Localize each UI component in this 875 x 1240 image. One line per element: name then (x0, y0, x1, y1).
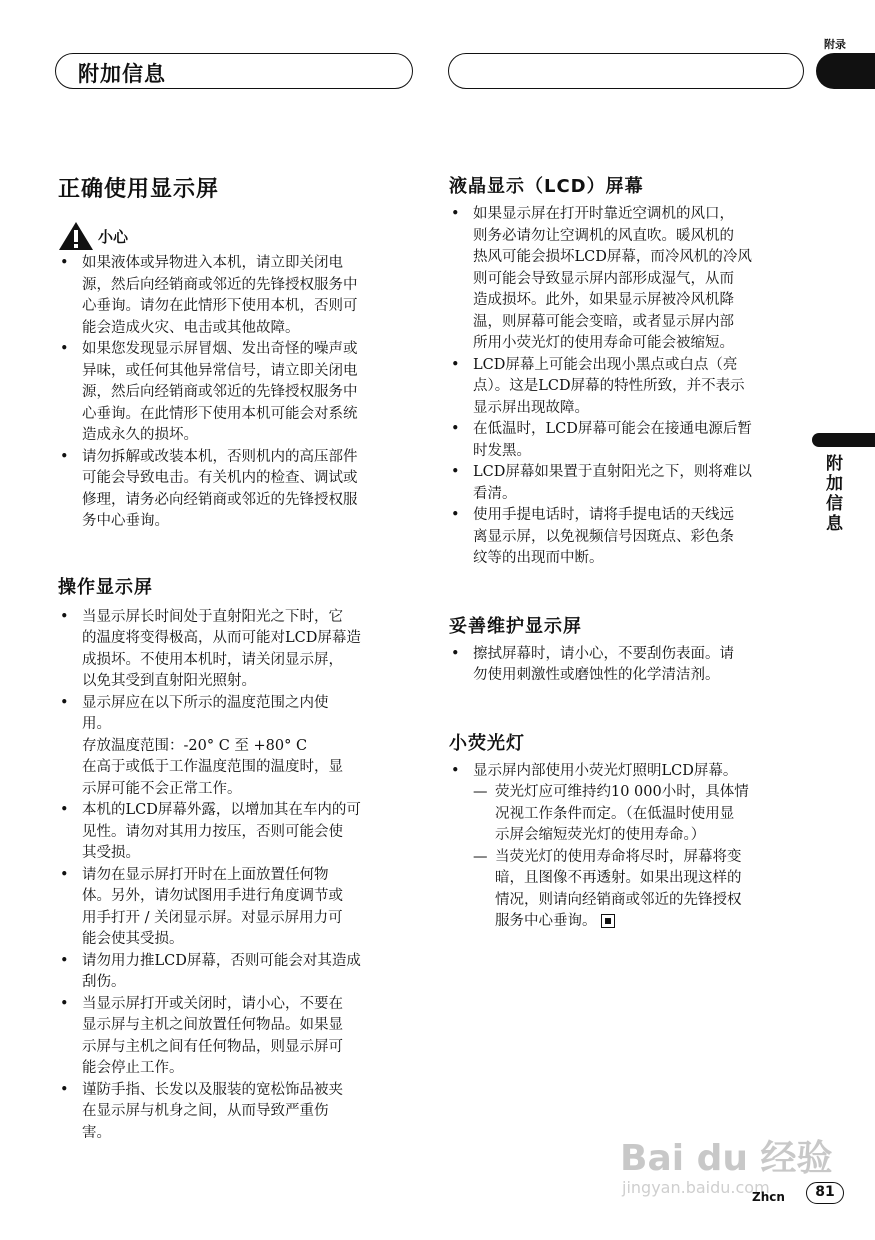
list-item (449, 761, 809, 783)
list-item-line: 如果您发现显示屏冒烟、发出奇怪的噪声或 (82, 341, 358, 357)
list-item-line: LCD屏幕如果置于直射阳光之下，则将难以 (473, 464, 752, 480)
bullet: • (451, 421, 460, 437)
list-item (58, 994, 418, 1080)
list-item-line: 修理，请务必向经销商或邻近的先锋授权服 (82, 491, 358, 508)
bullet: • (60, 1081, 69, 1098)
sub-list-line: 暗，且图像不再透射。如果出现这样的 (495, 870, 742, 886)
list-item-line: 的温度将变得极高，从而可能对LCD屏幕造 (82, 630, 361, 646)
list-item-line: 则务必请勿让空调机的风直吹。暖风机的 (473, 227, 734, 244)
list-item-line: 用手打开 / 关闭显示屏。对显示屏用力可 (82, 909, 343, 926)
list-item-line: 在高于或低于工作温度范围的温度时，显 (82, 759, 343, 775)
bullet: • (60, 802, 69, 818)
list-item-line: 勿使用刺激性或磨蚀性的化学清洁剂。 (473, 667, 720, 683)
list-item-line: 成损坏。不使用本机时，请关闭显示屏， (82, 651, 343, 668)
list-item-line: 显示屏应在以下所示的温度范围之内使 (82, 694, 329, 711)
bullet: • (451, 645, 460, 662)
section-title-operation: 操作显示屏 (58, 576, 153, 598)
caution-label: 小心 (98, 227, 129, 246)
bullet: • (451, 507, 460, 523)
bullet: • (60, 694, 69, 711)
list-item (58, 607, 418, 693)
sub-list-line: 示屏会缩短荧光灯的使用寿命。） (495, 827, 706, 843)
section-title-maintenance: 妥善维护显示屏 (449, 615, 582, 637)
bullet: • (451, 464, 460, 480)
bullet: • (451, 206, 460, 222)
bullet: • (60, 341, 69, 357)
list-item-line: 能会造成火灾、电击或其他故障。 (82, 319, 300, 336)
caution-heading (58, 221, 418, 251)
list-item-line: 造成损坏。此外，如果显示屏被冷风机降 (473, 292, 734, 308)
operation-list (58, 607, 418, 1145)
bullet: • (60, 995, 69, 1012)
list-item (58, 693, 418, 801)
side-tab-marker (812, 433, 875, 447)
list-item (58, 951, 418, 994)
dash: — (473, 848, 488, 865)
section-title-lcd: 液晶显示（LCD）屏幕 (449, 176, 644, 197)
left-column (58, 172, 418, 1144)
list-item-line: 显示屏出现故障。 (473, 399, 589, 416)
list-item-line: 源，然后向经销商或邻近的先锋授权服务中 (82, 276, 358, 293)
list-item (449, 204, 809, 355)
sub-list-line: 荧光灯应可维持约10 000小时，具体情 (495, 784, 749, 800)
list-item-line: 可能会导致电击。有关机内的检查、调试或 (82, 470, 358, 486)
sub-list-line (495, 911, 809, 933)
list-item-line: 心垂询。在此情形下使用本机可能会对系统 (82, 405, 358, 422)
bullet: • (60, 255, 69, 271)
list-item-line: 请勿在显示屏打开时在上面放置任何物 (82, 866, 329, 883)
bullet: • (60, 608, 69, 625)
list-item (58, 865, 418, 951)
list-item-line: 见性。请勿对其用力按压，否则可能会使 (82, 823, 343, 840)
list-item-line: 在显示屏与机身之间，从而导致严重伤 (82, 1103, 329, 1119)
header-blank-pill (448, 53, 804, 89)
list-item-line: 用。 (82, 716, 111, 732)
proper-use-list (58, 253, 418, 533)
list-item (58, 1080, 418, 1145)
list-item-line: 存放温度范围：-20° C 至 +80° C (82, 737, 308, 754)
list-item-line: 擦拭屏幕时，请小心，不要刮伤表面。请 (473, 645, 734, 662)
list-item-line: 异味，或任何其他异常信号，请立即关闭电 (82, 362, 358, 379)
bullet: • (451, 762, 460, 779)
right-column (449, 172, 809, 933)
list-item-line: 能会使其受损。 (82, 931, 184, 947)
section-title-fluorescent: 小荧光灯 (449, 732, 525, 754)
list-item-line: 本机的LCD屏幕外露，以增加其在车内的可 (82, 802, 361, 818)
list-item (449, 355, 809, 420)
bullet: • (60, 866, 69, 883)
lcd-list (449, 204, 809, 570)
list-item-line: 请勿拆解或改装本机，否则机内的高压部件 (82, 448, 358, 465)
appendix-tag: 附录 (824, 38, 846, 51)
list-item-line: 体。另外，请勿试图用手进行角度调节或 (82, 888, 343, 904)
list-item-line: 如果显示屏在打开时靠近空调机的风口， (473, 206, 734, 222)
list-item-line: 所用小荧光灯的使用寿命可能会被缩短。 (473, 335, 734, 351)
language-code: Zhcn (752, 1190, 785, 1204)
sub-list-line: 当荧光灯的使用寿命将尽时，屏幕将变 (495, 848, 742, 865)
warning-triangle-icon (58, 221, 94, 251)
maintenance-list (449, 644, 809, 687)
list-item-line: 时发黑。 (473, 442, 531, 459)
page-number: 81 (806, 1182, 844, 1204)
end-mark-icon (601, 914, 615, 928)
list-item-line: 使用手提电话时，请将手提电话的天线远 (473, 507, 734, 523)
list-item-line: 温，则屏幕可能会变暗，或者显示屏内部 (473, 313, 734, 330)
list-item-line: 热风可能会损坏LCD屏幕，而冷风机的冷风 (473, 249, 752, 265)
list-item-line: 当显示屏打开或关闭时，请小心，不要在 (82, 995, 343, 1012)
list-item (58, 339, 418, 447)
list-item-line: 谨防手指、长发以及服装的宽松饰品被夹 (82, 1081, 343, 1098)
list-item-line: 看清。 (473, 485, 517, 502)
list-item-line: 显示屏与主机之间放置任何物品。如果显 (82, 1017, 343, 1033)
sub-list-line: 情况，则请向经销商或邻近的先锋授权 (495, 891, 742, 908)
list-item (449, 644, 809, 687)
list-item-line: 以免其受到直射阳光照射。 (82, 673, 256, 689)
dash: — (473, 784, 488, 800)
list-item-line: 造成永久的损坏。 (82, 427, 198, 443)
fluorescent-sub-list (449, 782, 809, 933)
sub-list-line-text: 服务中心垂询。 (495, 913, 597, 929)
list-item-line: 心垂询。请勿在此情形下使用本机，否则可 (82, 298, 358, 314)
list-item-line: 务中心垂询。 (82, 513, 169, 529)
list-item-text: 显示屏内部使用小荧光灯照明LCD屏幕。 (473, 762, 738, 779)
section-title-proper-use: 正确使用显示屏 (58, 177, 220, 202)
list-item-line: 离显示屏，以免视频信号因斑点、彩色条 (473, 528, 734, 545)
list-item-line: 源，然后向经销商或邻近的先锋授权服务中 (82, 384, 358, 400)
bullet: • (60, 448, 69, 465)
list-item-line: 如果液体或异物进入本机，请立即关闭电 (82, 255, 343, 271)
sub-list-item (473, 782, 809, 847)
bullet: • (451, 356, 460, 373)
page-header-title: 附加信息 (78, 62, 166, 86)
list-item (58, 253, 418, 339)
list-item-line: 其受损。 (82, 845, 140, 861)
list-item-line: 刮伤。 (82, 974, 126, 990)
list-item (449, 419, 809, 462)
list-item-line: 示屏可能不会正常工作。 (82, 780, 242, 797)
appendix-tab-marker (816, 53, 875, 89)
side-section-label: 附加信息 (826, 454, 843, 534)
list-item (58, 800, 418, 865)
list-item-line: 请勿用力推LCD屏幕，否则可能会对其造成 (82, 952, 361, 969)
sub-list-item (473, 847, 809, 933)
list-item-line: 示屏与主机之间有任何物品，则显示屏可 (82, 1038, 343, 1055)
list-item (449, 505, 809, 570)
list-item-line: 在低温时，LCD屏幕可能会在接通电源后暂 (473, 421, 752, 437)
fluorescent-list (449, 761, 809, 783)
list-item-line: 当显示屏长时间处于直射阳光之下时，它 (82, 608, 343, 625)
list-item (449, 462, 809, 505)
sub-list-line: 况视工作条件而定。（在低温时使用显 (495, 805, 735, 822)
list-item (58, 447, 418, 533)
bullet: • (60, 952, 69, 969)
list-item-line: 能会停止工作。 (82, 1060, 184, 1076)
baidu-watermark: Bai du 经验 (620, 1138, 833, 1179)
baidu-watermark-url: jingyan.baidu.com (622, 1178, 770, 1197)
list-item-line: 点）。这是LCD屏幕的特性所致，并不表示 (473, 378, 745, 394)
list-item-line: 则可能会导致显示屏内部形成湿气，从而 (473, 270, 734, 287)
list-item-line: LCD屏幕上可能会出现小黑点或白点（亮 (473, 356, 738, 373)
list-item-line: 害。 (82, 1124, 111, 1141)
list-item-line: 纹等的出现而中断。 (473, 550, 604, 566)
header-title-pill (55, 53, 413, 89)
